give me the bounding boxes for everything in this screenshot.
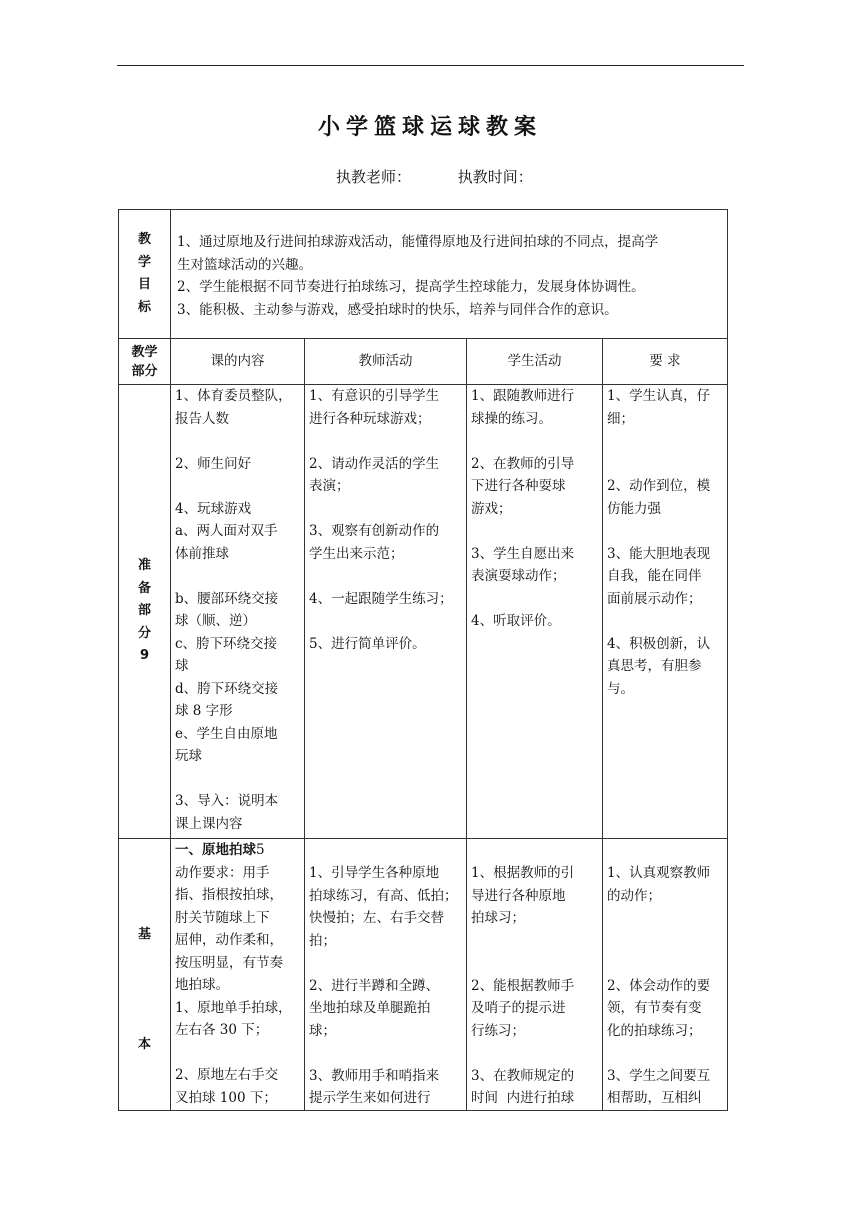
- cell-line: [471, 430, 598, 453]
- cell-line: 1、体育委员整队，: [175, 388, 292, 404]
- cell-line: 1、跟随教师进行: [471, 388, 575, 404]
- prep-content: [171, 385, 305, 839]
- basic-require: [603, 839, 728, 1111]
- cell-line: 3、能大胆地表现: [607, 545, 711, 562]
- cell-line: 化的拍球练习；: [607, 1022, 702, 1039]
- cell-line: 进行各种玩球游戏；: [309, 410, 431, 427]
- cell-line: 1、认真观察教师: [607, 865, 711, 881]
- goals-text: [171, 210, 728, 339]
- cell-line: 球（顺、逆）: [175, 613, 256, 629]
- cell-line: 4、玩球游戏: [175, 500, 252, 517]
- header-content: 课的内容: [171, 339, 305, 385]
- cell-line: 3、学生自愿出来: [471, 545, 575, 562]
- cell-line: [175, 430, 300, 453]
- cell-line: 肘关节随球上下: [175, 909, 270, 926]
- cell-line: 学生出来示范；: [309, 545, 404, 562]
- cell-line: 与。: [607, 680, 634, 697]
- time-label: 执教时间：: [457, 168, 533, 186]
- cell-line: 拍；: [309, 932, 336, 949]
- cell-line: [175, 1042, 300, 1065]
- cell-line: 3、在教师规定的: [471, 1067, 575, 1084]
- cell-line: [309, 430, 462, 453]
- cell-line: c、胯下环绕交接: [175, 635, 278, 652]
- cell-line: 拍球习；: [471, 910, 525, 926]
- cell-line: [607, 520, 723, 543]
- cell-line: [175, 475, 300, 498]
- cell-line: 表演；: [309, 478, 350, 494]
- cell-line: a、两人面对双手: [175, 523, 278, 539]
- cell-line: 4、听取评价。: [471, 613, 561, 629]
- cell-line: 5、进行简单评价。: [309, 635, 426, 652]
- cell-line: e、学生自由原地: [175, 725, 278, 742]
- goals-row: [119, 210, 728, 339]
- cell-line: 导进行各种原地: [471, 887, 566, 904]
- goal-line: 生对篮球活动的兴趣。: [177, 256, 312, 273]
- cell-line: 体前推球: [175, 545, 229, 562]
- cell-line: 按压明显，有节奏: [175, 954, 283, 971]
- cell-line: 下进行各种耍球: [471, 478, 566, 494]
- cell-line: [471, 930, 598, 953]
- cell-line: [309, 498, 462, 521]
- cell-line: 3、导入：说明本: [175, 793, 279, 809]
- cell-line: 行练习；: [471, 1022, 525, 1039]
- basic-heading-minutes: 5: [256, 842, 265, 858]
- cell-line: [175, 768, 300, 791]
- cell-line: 1、引导学生各种原地: [309, 865, 440, 881]
- cell-line: [175, 565, 300, 588]
- cell-line: 2、原地左右手交: [175, 1067, 279, 1083]
- cell-line: [309, 610, 462, 633]
- cell-line: [309, 1042, 462, 1065]
- cell-line: 2、能根据教师手: [471, 977, 575, 994]
- cell-line: [309, 565, 462, 588]
- goal-line: 2、学生能根据不同节奏进行拍球练习，提高学生控球能力，发展身体协调性。: [177, 279, 645, 295]
- cell-line: 领，有节奏有变: [607, 1000, 702, 1016]
- cell-line: 表演耍球动作；: [471, 568, 566, 584]
- cell-line: 真思考，有胆参: [607, 658, 702, 674]
- top-rule: [117, 65, 744, 66]
- cell-line: 4、积极创新，认: [607, 635, 711, 652]
- header-row: [119, 339, 728, 385]
- cell-line: 球: [175, 658, 189, 674]
- cell-line: [607, 453, 723, 476]
- cell-line: 提示学生来如何进行: [309, 1090, 431, 1106]
- cell-line: [309, 952, 462, 975]
- prep-row: [119, 385, 728, 839]
- prep-teacher: [305, 385, 467, 839]
- cell-line: 2、体会动作的要: [607, 977, 711, 994]
- cell-line: 面前展示动作；: [607, 590, 702, 607]
- cell-line: 拍球练习，有高、低拍；: [309, 887, 458, 904]
- cell-line: 及哨子的提示进: [471, 1000, 566, 1016]
- cell-line: 2、进行半蹲和全蹲、: [309, 977, 440, 994]
- cell-line: [607, 430, 723, 453]
- cell-line: 3、观察有创新动作的: [309, 523, 440, 539]
- cell-line: 相帮助，互相纠: [607, 1090, 702, 1106]
- cell-line: 地拍球。: [175, 977, 229, 993]
- cell-line: [607, 1042, 723, 1065]
- goal-line: 1、通过原地及行进间拍球游戏活动，能懂得原地及行进间拍球的不同点，提高学: [177, 234, 659, 250]
- cell-line: 动作要求：用手: [175, 864, 270, 881]
- cell-line: 指、指根按拍球，: [175, 887, 283, 903]
- prep-require: [603, 385, 728, 839]
- cell-line: 2、在教师的引导: [471, 455, 575, 472]
- cell-line: [607, 930, 723, 953]
- page-title: 小学篮球运球教案: [317, 115, 542, 140]
- basic-content: [171, 839, 305, 1111]
- cell-line: 球操的练习。: [471, 410, 552, 427]
- lesson-plan-table: [118, 209, 728, 1111]
- basic-teacher: [305, 839, 467, 1111]
- prep-student: [467, 385, 603, 839]
- header-section: 教学 部分: [119, 339, 171, 385]
- goal-line: 3、能积极、主动参与游戏，感受拍球时的快乐，培养与同伴合作的意识。: [177, 301, 618, 318]
- cell-line: 2、请动作灵活的学生: [309, 455, 440, 472]
- basic-label: 基 本: [119, 839, 171, 1111]
- basic-row: [119, 839, 728, 1111]
- cell-line: 2、师生问好: [175, 455, 252, 472]
- cell-line: 屈伸，动作柔和，: [175, 932, 283, 948]
- header-require: 要 求: [603, 339, 728, 385]
- cell-line: [607, 907, 723, 930]
- cell-line: 报告人数: [175, 410, 229, 427]
- cell-line: 时间 内进行拍球: [471, 1090, 575, 1106]
- cell-line: [471, 588, 598, 611]
- cell-line: [471, 520, 598, 543]
- cell-line: 仿能力强: [607, 500, 661, 517]
- cell-line: d、胯下环绕交接: [175, 680, 279, 697]
- header-student: 学生活动: [467, 339, 603, 385]
- cell-line: 叉拍球 100 下；: [175, 1089, 277, 1106]
- teacher-label: 执教老师：: [336, 168, 412, 186]
- cell-line: [607, 610, 723, 633]
- cell-line: b、腰部环绕交接: [175, 590, 279, 607]
- cell-line: 1、原地单手拍球，: [175, 999, 292, 1016]
- cell-line: 的动作；: [607, 887, 661, 904]
- cell-line: 课上课内容: [175, 815, 243, 832]
- goals-label: 教 学 目 标: [119, 210, 171, 339]
- cell-line: [607, 952, 723, 975]
- basic-heading: 一、原地拍球: [175, 842, 256, 858]
- subtitle: [336, 166, 533, 187]
- cell-line: 3、学生之间要互: [607, 1067, 711, 1084]
- cell-line: [471, 952, 598, 975]
- cell-line: 球；: [309, 1022, 336, 1039]
- cell-line: 4、一起跟随学生练习；: [309, 590, 453, 607]
- cell-line: 游戏；: [471, 500, 512, 517]
- cell-line: 细；: [607, 410, 634, 427]
- cell-line: 1、根据教师的引: [471, 865, 575, 881]
- cell-line: 球 8 字形: [175, 703, 233, 719]
- cell-line: 坐地拍球及单腿跪拍: [309, 1000, 431, 1016]
- cell-line: 玩球: [175, 748, 202, 764]
- cell-line: 1、学生认真，仔: [607, 388, 711, 404]
- cell-line: 自我，能在同伴: [607, 568, 702, 584]
- cell-line: 快慢拍；左、右手交替: [309, 910, 444, 926]
- cell-line: 1、有意识的引导学生: [309, 388, 440, 404]
- cell-line: 2、动作到位，模: [607, 478, 711, 494]
- basic-student: [467, 839, 603, 1111]
- cell-line: 3、教师用手和哨指来: [309, 1067, 440, 1084]
- cell-line: 左右各 30 下；: [175, 1022, 269, 1038]
- prep-label: 准 备 部 分 9: [119, 385, 171, 839]
- cell-line: [471, 1042, 598, 1065]
- header-teacher: 教师活动: [305, 339, 467, 385]
